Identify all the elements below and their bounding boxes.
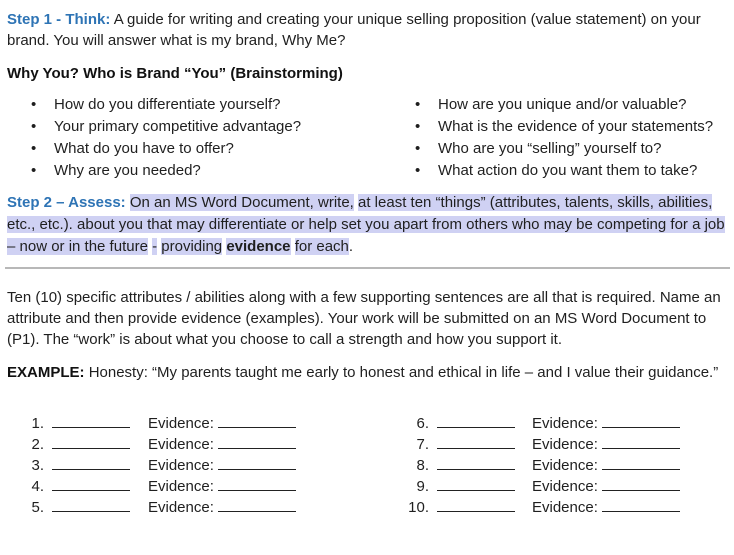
- list-item: [31, 94, 301, 116]
- step-1-paragraph: [7, 9, 729, 51]
- evidence-blank: [218, 434, 296, 449]
- bullet-text: How do you differentiate yourself?: [54, 96, 281, 113]
- answer-blank: [52, 476, 130, 491]
- answer-blank: [437, 497, 515, 512]
- list-item: [532, 455, 680, 476]
- list-item: [415, 160, 713, 182]
- list-item: [416, 476, 515, 497]
- evidence-label: Evidence:: [532, 436, 598, 453]
- answer-blank: [437, 434, 515, 449]
- bullet-icon: •: [415, 96, 421, 113]
- bullet-icon: •: [415, 162, 421, 179]
- list-item: [532, 434, 680, 455]
- bullet-list-right: [415, 94, 713, 182]
- highlighted-text: providing: [161, 238, 223, 255]
- answer-blank: [52, 413, 130, 428]
- evidence-blank: [218, 476, 296, 491]
- example-label: EXAMPLE:: [7, 364, 85, 381]
- item-number: 6.: [416, 415, 429, 432]
- bullet-text: Who are you “selling” yourself to?: [438, 140, 662, 157]
- evidence-list-left: [148, 413, 296, 518]
- answer-blank: [52, 497, 130, 512]
- bullet-text: How are you unique and/or valuable?: [438, 96, 687, 113]
- evidence-label: Evidence:: [148, 478, 214, 495]
- bullet-icon: •: [415, 118, 421, 135]
- list-item: [415, 138, 713, 160]
- evidence-label: Evidence:: [148, 499, 214, 516]
- evidence-label: Evidence:: [532, 415, 598, 432]
- numbered-list-left: [31, 413, 130, 518]
- evidence-blank: [602, 455, 680, 470]
- step-1-label: Step 1 - Think:: [7, 11, 111, 28]
- evidence-blank: [218, 413, 296, 428]
- list-item: [416, 455, 515, 476]
- example-text: Honesty: “My parents taught me early to honest and ethical in life – and I value their guidance.”: [88, 364, 719, 381]
- list-item: [148, 455, 296, 476]
- answer-blank: [437, 476, 515, 491]
- bullet-text: What is the evidence of your statements?: [438, 118, 714, 135]
- list-item: [416, 413, 515, 434]
- numbered-list-right: [408, 413, 515, 518]
- highlighted-text: On an MS Word Document, write,: [129, 194, 354, 211]
- highlighted-text: at least ten “things” (attributes, talents, skills, abilities, etc., etc.). about you that may differentiate or help set you apart from others who may be competing for a job – now or in the future: [7, 194, 725, 255]
- bullet-text: What action do you want them to take?: [438, 162, 698, 179]
- list-item: [408, 497, 515, 518]
- evidence-blank: [218, 497, 296, 512]
- item-number: 4.: [31, 478, 44, 495]
- evidence-label: Evidence:: [532, 457, 598, 474]
- highlighted-text: -: [152, 238, 158, 255]
- answer-blank: [52, 455, 130, 470]
- period-text: .: [348, 238, 354, 255]
- bullet-text: Your primary competitive advantage?: [54, 118, 302, 135]
- list-item: [31, 497, 130, 518]
- list-item: [31, 138, 301, 160]
- evidence-list-right: [532, 413, 680, 518]
- evidence-blank: [602, 413, 680, 428]
- item-number: 3.: [31, 457, 44, 474]
- item-number: 8.: [416, 457, 429, 474]
- highlighted-text: for each: [294, 238, 349, 255]
- item-number: 1.: [31, 415, 44, 432]
- list-item: [415, 94, 713, 116]
- step-2-label: Step 2 – Assess:: [7, 194, 126, 211]
- bullet-icon: •: [415, 140, 421, 157]
- item-number: 5.: [31, 499, 44, 516]
- evidence-blank: [218, 455, 296, 470]
- bullet-icon: •: [31, 162, 37, 179]
- list-item: [148, 497, 296, 518]
- list-item: [148, 476, 296, 497]
- horizontal-divider: [5, 267, 730, 269]
- bullet-text: Why are you needed?: [54, 162, 201, 179]
- item-number: 9.: [416, 478, 429, 495]
- list-item: [148, 434, 296, 455]
- evidence-label: Evidence:: [148, 436, 214, 453]
- list-item: [31, 116, 301, 138]
- list-item: [31, 455, 130, 476]
- bullet-icon: •: [31, 140, 37, 157]
- list-item: [532, 497, 680, 518]
- list-item: [532, 413, 680, 434]
- why-you-heading: Why You? Who is Brand “You” (Brainstorming): [7, 65, 343, 82]
- evidence-label: Evidence:: [532, 499, 598, 516]
- example-paragraph: [7, 362, 729, 383]
- list-item: [31, 434, 130, 455]
- bullet-icon: •: [31, 118, 37, 135]
- item-number: 7.: [416, 436, 429, 453]
- evidence-blank: [602, 476, 680, 491]
- list-item: [31, 413, 130, 434]
- list-item: [532, 476, 680, 497]
- evidence-blank: [602, 497, 680, 512]
- highlighted-bold-text: evidence: [226, 238, 291, 255]
- evidence-label: Evidence:: [148, 415, 214, 432]
- evidence-blank: [602, 434, 680, 449]
- item-number: 10.: [408, 499, 429, 516]
- step-2-paragraph: [7, 192, 729, 258]
- bullet-text: What do you have to offer?: [54, 140, 234, 157]
- list-item: [416, 434, 515, 455]
- step-1-text: A guide for writing and creating your unique selling proposition (value statement) on your brand. You will answer what is my brand, Why Me?: [7, 11, 701, 49]
- instructions-paragraph: Ten (10) specific attributes / abilities along with a few supporting sentences are all that is required. Name an attribute and then provide evidence (examples). Your work will be submitted on an MS Word Document to (P1). The “work” is about what you choose to call a strength and how you support it.: [7, 289, 721, 348]
- bullet-icon: •: [31, 96, 37, 113]
- answer-blank: [437, 455, 515, 470]
- list-item: [31, 476, 130, 497]
- answer-blank: [52, 434, 130, 449]
- list-item: [31, 160, 301, 182]
- item-number: 2.: [31, 436, 44, 453]
- evidence-label: Evidence:: [148, 457, 214, 474]
- list-item: [415, 116, 713, 138]
- answer-blank: [437, 413, 515, 428]
- bullet-list-left: [31, 94, 301, 182]
- evidence-label: Evidence:: [532, 478, 598, 495]
- list-item: [148, 413, 296, 434]
